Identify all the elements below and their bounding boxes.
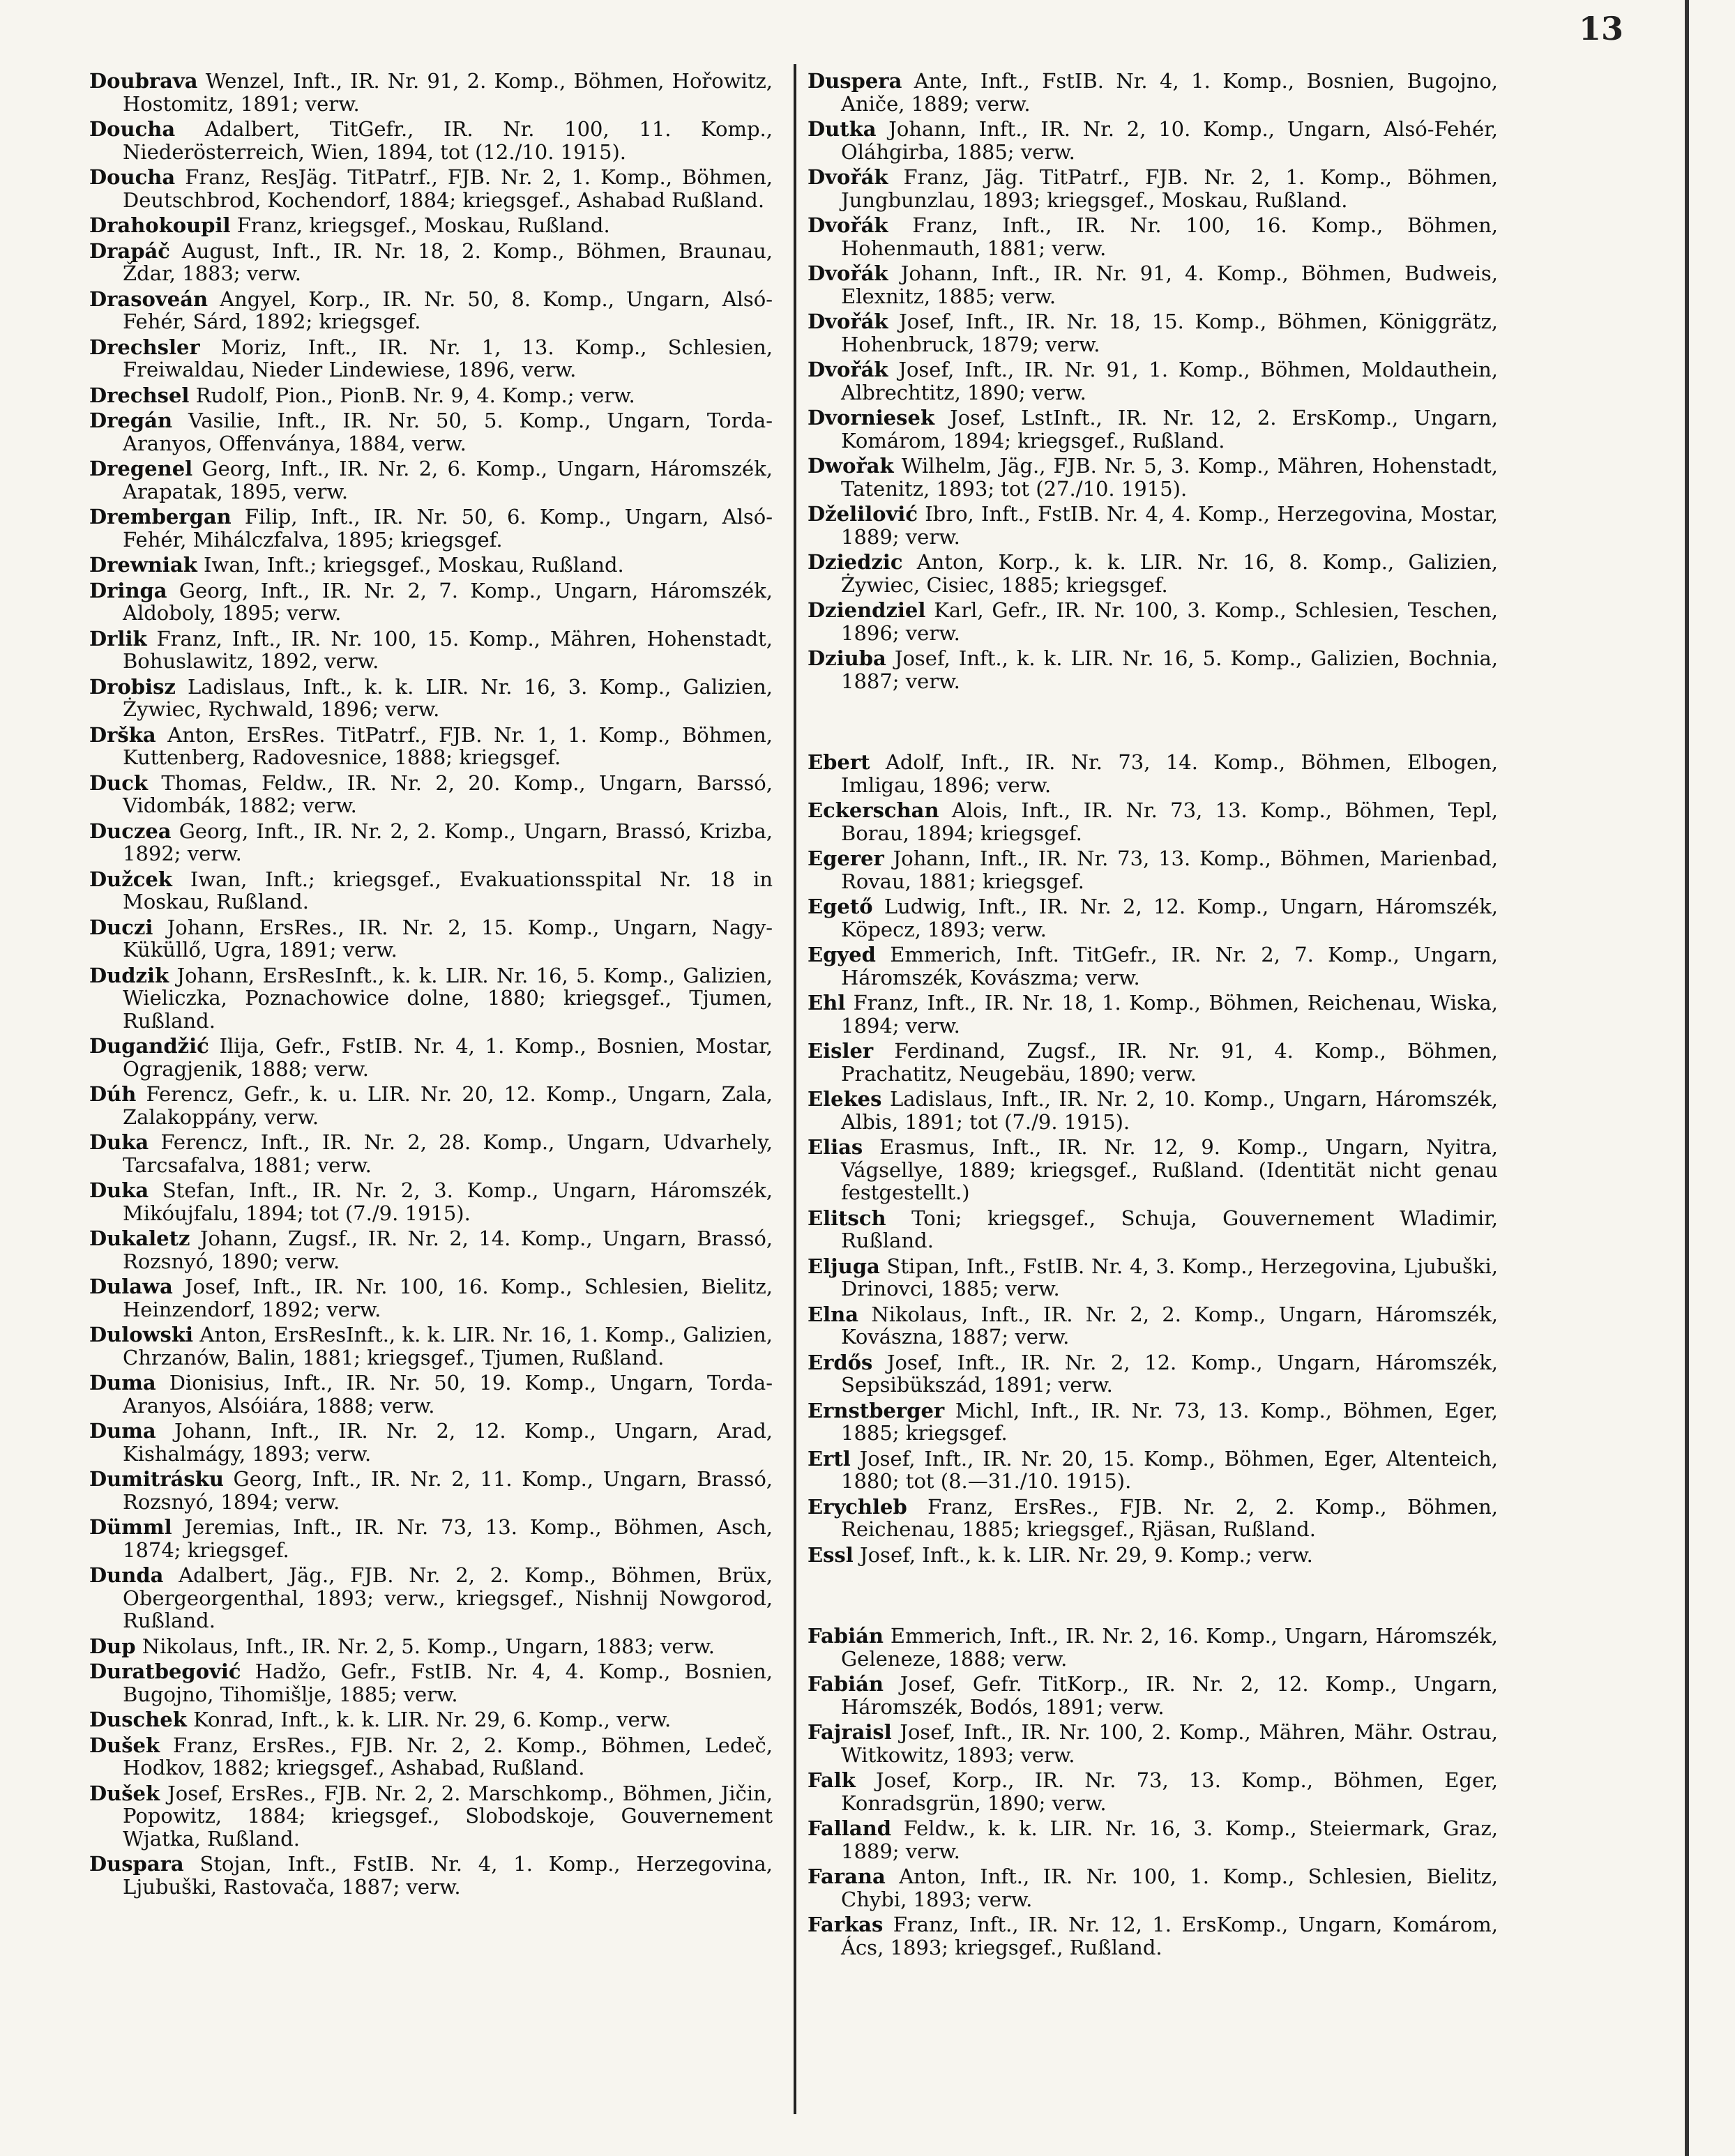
entry-surname: Dulawa [89,1275,173,1298]
entry-surname: Dvorniesek [808,406,935,430]
entry-surname: Dvořák [808,310,888,333]
entry-surname: Drewniak [89,553,197,577]
casualty-entry [808,166,1498,211]
entry-surname: Duck [89,770,148,795]
entry-surname: Duschek [89,1708,187,1731]
casualty-entry [89,579,773,625]
entry-surname: Dumitrásku [89,1467,224,1491]
casualty-entry [808,70,1498,115]
casualty-entry [808,1817,1498,1862]
entry-surname: Dulowski [89,1323,193,1346]
casualty-entry [89,820,773,865]
entry-details: Josef, Inft., IR. Nr. 20, 15. Komp., Böhmen, Eger, Altenteich, 1880; tot (8.—31./10. 1915). [841,1446,1498,1493]
entry-surname: Dušek [89,1733,160,1757]
casualty-entry [89,1035,773,1080]
entry-details: Josef, Gefr. TitKorp., IR. Nr. 2, 12. Komp., Ungarn, Háromszék, Bodós, 1891; verw. [841,1672,1499,1719]
entry-details: Franz, ErsRes., FJB. Nr. 2, 2. Komp., Böhmen, Reichenau, 1885; kriegsgef., Rjäsan, Rußland. [841,1494,1498,1541]
casualty-entry [808,214,1498,259]
entry-surname: Drška [89,722,156,747]
casualty-entry [89,772,773,817]
entry-details: Ludwig, Inft., IR. Nr. 2, 12. Komp., Ungarn, Háromszék, Köpecz, 1893; verw. [841,895,1499,941]
entry-details: Vasilie, Inft., IR. Nr. 50, 5. Komp., Ungarn, Torda-Aranyos, Offenványa, 1884, verw. [123,409,773,455]
casualty-entry [89,724,773,769]
entry-surname: Drechsler [89,335,200,359]
entry-surname: Dziedzic [808,550,903,574]
right-column [808,70,1498,1961]
casualty-entry [808,1255,1498,1300]
entry-details: Dionisius, Inft., IR. Nr. 50, 19. Komp., Ungarn, Torda-Aranyos, Alsóiára, 1888; verw. [123,1371,773,1418]
entry-details: Johann, Inft., IR. Nr. 2, 10. Komp., Ungarn, Alsó-Fehér, Oláhgirba, 1885; verw. [841,117,1499,164]
entry-surname: Eljuga [808,1254,880,1278]
entry-details: Adalbert, TitGefr., IR. Nr. 100, 11. Komp., Niederösterreich, Wien, 1894, tot (12./10. 1915). [123,117,773,164]
page-number: 13 [1578,10,1623,47]
entry-surname: Dušek [89,1781,160,1805]
entry-details: Franz, Inft., IR. Nr. 100, 16. Komp., Böhmen, Hohenmauth, 1881; verw. [841,213,1498,260]
entry-details: August, Inft., IR. Nr. 18, 2. Komp., Böhmen, Braunau, Ždar, 1883; verw. [123,238,773,285]
entry-surname: Dugandžić [89,1034,209,1058]
casualty-entry [808,847,1498,893]
entry-details: Jeremias, Inft., IR. Nr. 73, 13. Komp., Böhmen, Asch, 1874; kriegsgef. [123,1515,773,1562]
casualty-entry [89,1516,773,1561]
entry-surname: Drechsel [89,383,190,407]
casualty-entry [89,1323,773,1369]
entry-details: Adolf, Inft., IR. Nr. 73, 14. Komp., Böhmen, Elbogen, Imligau, 1896; verw. [841,750,1499,797]
entry-details: Iwan, Inft.; kriegsgef., Moskau, Rußland. [204,553,624,577]
casualty-entry [808,1865,1498,1911]
entry-surname: Farana [808,1865,886,1888]
casualty-entry [89,288,773,333]
entry-details: Franz, Jäg. TitPatrf., FJB. Nr. 2, 1. Komp., Böhmen, Jungbunzlau, 1893; kriegsgef., Moskau, Rußland. [841,165,1498,212]
casualty-entry [808,407,1498,452]
entry-surname: Drahokoupil [89,213,231,237]
entry-surname: Dunda [89,1563,164,1587]
casualty-entry [808,1721,1498,1766]
casualty-entry [89,1179,773,1224]
entry-surname: Dvořák [808,213,888,237]
casualty-entry [808,1544,1498,1567]
entry-details: Ladislaus, Inft., IR. Nr. 2, 10. Komp., Ungarn, Háromszék, Albis, 1891; tot (7./9. 1915). [841,1087,1498,1134]
entry-surname: Egető [808,895,873,918]
casualty-entry [89,676,773,721]
entry-details: Toni; kriegsgef., Schuja, Gouvernement Wladimir, Rußland. [841,1206,1498,1252]
entry-details: Thomas, Feldw., IR. Nr. 2, 20. Komp., Ungarn, Barssó, Vidombák, 1882; verw. [123,770,773,817]
entry-surname: Ehl [808,991,846,1015]
entry-details: Franz, Inft., IR. Nr. 18, 1. Komp., Böhmen, Reichenau, Wiska, 1894; verw. [841,991,1498,1038]
casualty-entry [89,1660,773,1706]
entry-surname: Dregenel [89,457,193,480]
entry-surname: Dvořák [808,261,888,285]
entry-details: Georg, Inft., IR. Nr. 2, 2. Komp., Ungarn, Brassó, Krizba, 1892; verw. [123,819,773,865]
casualty-entry [808,1625,1498,1670]
casualty-entry [89,1275,773,1321]
entry-surname: Dukaletz [89,1227,190,1250]
casualty-entry [89,214,773,237]
entry-details: Johann, Inft., IR. Nr. 91, 4. Komp., Böhmen, Budweis, Elexnitz, 1885; verw. [841,261,1498,308]
entry-details: Stefan, Inft., IR. Nr. 2, 3. Komp., Ungarn, Háromszék, Mikóujfalu, 1894; tot (7./9. 1915). [123,1178,773,1225]
casualty-entry [808,551,1498,596]
entry-details: Ladislaus, Inft., k. k. LIR. Nr. 16, 3. Komp., Galizien, Żywiec, Rychwald, 1896; verw. [123,674,773,721]
entry-surname: Elitsch [808,1206,886,1230]
entry-details: Filip, Inft., IR. Nr. 50, 6. Komp., Ungarn, Alsó-Fehér, Mihálczfalva, 1895; kriegsgef. [123,505,773,552]
casualty-entry [89,1227,773,1273]
casualty-entry [808,1136,1498,1204]
casualty-entry [808,943,1498,989]
entry-surname: Ertl [808,1446,851,1471]
entry-surname: Eckerschan [808,798,939,822]
entry-surname: Ebert [808,750,870,774]
entry-details: Josef, Inft., IR. Nr. 91, 1. Komp., Böhmen, Moldauthein, Albrechtitz, 1890; verw. [841,358,1498,404]
entry-details: Erasmus, Inft., IR. Nr. 12, 9. Komp., Ungarn, Nyitra, Vágsellye, 1889; kriegsgef., Rußland. (Identität nicht genau festgestellt.) [841,1135,1499,1204]
entry-details: Emmerich, Inft. TitGefr., IR. Nr. 2, 7. Komp., Ungarn, Háromszék, Kovászma; verw. [841,943,1499,989]
casualty-entry [89,70,773,115]
left-column [89,70,773,1901]
casualty-entry [89,506,773,551]
casualty-entry [808,1040,1498,1085]
casualty-entry [808,118,1498,163]
entry-surname: Dželilović [808,502,918,526]
entry-details: Nikolaus, Inft., IR. Nr. 2, 5. Komp., Ungarn, 1883; verw. [142,1634,715,1658]
entry-details: Emmerich, Inft., IR. Nr. 2, 16. Komp., Ungarn, Háromszék, Geleneze, 1888; verw. [841,1624,1499,1671]
entry-details: Josef, ErsRes., FJB. Nr. 2, 2. Marschkomp., Böhmen, Jičin, Popowitz, 1884; kriegsgef., Slobodskoje, Gouvernement Wjatka, Rußland. [123,1781,773,1851]
entry-surname: Erychleb [808,1494,907,1519]
casualty-entry [808,751,1498,796]
entry-details: Anton, ErsRes. TitPatrf., FJB. Nr. 1, 1. Komp., Böhmen, Kuttenberg, Radovesnice, 1888; kriegsgef. [123,722,773,769]
entry-details: Ante, Inft., FstIB. Nr. 4, 1. Komp., Bosnien, Bugojno, Aniče, 1889; verw. [841,69,1498,116]
casualty-entry [89,166,773,211]
casualty-entry [89,1083,773,1128]
entry-surname: Dup [89,1634,136,1658]
entry-details: Johann, Inft., IR. Nr. 73, 13. Komp., Böhmen, Marienbad, Rovau, 1881; kriegsgef. [841,847,1499,893]
entry-surname: Dutka [808,117,877,141]
casualty-entry [89,1853,773,1898]
entry-details: Josef, Inft., IR. Nr. 2, 12. Komp., Ungarn, Háromszék, Sepsibükszád, 1891; verw. [841,1350,1498,1397]
entry-details: Anton, Korp., k. k. LIR. Nr. 16, 8. Komp., Galizien, Żywiec, Cisiec, 1885; kriegsgef. [841,550,1499,597]
entry-surname: Dvořák [808,165,888,189]
entry-surname: Duspara [89,1852,184,1876]
page-edge [1685,0,1689,2156]
entry-details: Hadžo, Gefr., FstIB. Nr. 4, 4. Komp., Bosnien, Bugojno, Tihomišlje, 1885; verw. [123,1660,773,1706]
entry-surname: Dudzik [89,963,169,987]
entry-details: Ferdinand, Zugsf., IR. Nr. 91, 4. Komp., Böhmen, Prachatitz, Neugebäu, 1890; verw. [841,1039,1499,1086]
entry-details: Ibro, Inft., FstIB. Nr. 4, 4. Komp., Herzegovina, Mostar, 1889; verw. [841,502,1499,549]
entry-surname: Essl [808,1542,854,1567]
casualty-entry [808,310,1498,356]
entry-surname: Dvořák [808,358,888,381]
entry-surname: Dziuba [808,646,886,670]
casualty-entry [808,1448,1498,1493]
entry-details: Stojan, Inft., FstIB. Nr. 4, 1. Komp., Herzegovina, Ljubuški, Rastovača, 1887; verw. [123,1852,773,1899]
entry-surname: Dužcek [89,867,172,891]
entry-surname: Egerer [808,847,884,870]
entry-details: Iwan, Inft.; kriegsgef., Evakuationsspital Nr. 18 in Moskau, Rußland. [123,867,773,913]
entry-surname: Duczea [89,819,172,843]
entry-surname: Falland [808,1816,891,1840]
casualty-entry [89,554,773,577]
entry-details: Angyel, Korp., IR. Nr. 50, 8. Komp., Ungarn, Alsó-Fehér, Sárd, 1892; kriegsgef. [123,287,773,333]
entry-details: Franz, kriegsgef., Moskau, Rußland. [236,213,610,237]
casualty-entry [808,1913,1498,1959]
casualty-entry [89,384,773,407]
section-gap [808,1569,1498,1625]
entry-details: Josef, Korp., IR. Nr. 73, 13. Komp., Böhmen, Eger, Konradsgrün, 1890; verw. [841,1768,1498,1815]
entry-surname: Dúh [89,1082,137,1106]
casualty-entry [89,1564,773,1632]
entry-details: Franz, Inft., IR. Nr. 100, 15. Komp., Mähren, Hohenstadt, Bohuslawitz, 1892, verw. [123,626,773,673]
entry-details: Ferencz, Gefr., k. u. LIR. Nr. 20, 12. Komp., Ungarn, Zala, Zalakoppány, verw. [123,1082,773,1129]
casualty-entry [89,868,773,913]
casualty-entry [89,240,773,285]
casualty-entry [89,1468,773,1513]
casualty-entry [808,262,1498,308]
entry-details: Franz, Inft., IR. Nr. 12, 1. ErsKomp., Ungarn, Komárom, Ács, 1893; kriegsgef., Rußland. [841,1913,1498,1959]
casualty-entry [89,1734,773,1779]
entry-surname: Drlik [89,626,147,651]
entry-details: Josef, Inft., k. k. LIR. Nr. 16, 5. Komp., Galizien, Bochnia, 1887; verw. [841,646,1498,693]
casualty-entry [808,599,1498,644]
entry-details: Michl, Inft., IR. Nr. 73, 13. Komp., Böhmen, Eger, 1885; kriegsgef. [841,1398,1499,1445]
entry-surname: Duka [89,1130,149,1154]
casualty-entry [808,503,1498,548]
casualty-entry [808,799,1498,844]
entry-surname: Falk [808,1768,856,1792]
entry-surname: Drembergan [89,505,232,529]
casualty-entry [808,1303,1498,1349]
entry-details: Alois, Inft., IR. Nr. 73, 13. Komp., Böhmen, Tepl, Borau, 1894; kriegsgef. [841,798,1499,845]
entry-details: Johann, ErsResInft., k. k. LIR. Nr. 16, 5. Komp., Galizien, Wieliczka, Poznachowice dolne, 1880; kriegsgef., Tjumen, Rußland. [123,963,773,1033]
entry-surname: Duma [89,1419,156,1443]
entry-details: Josef, Inft., k. k. LIR. Nr. 29, 9. Komp.; verw. [860,1542,1313,1567]
casualty-entry [808,1207,1498,1252]
entry-details: Adalbert, Jäg., FJB. Nr. 2, 2. Komp., Böhmen, Brüx, Obergeorgenthal, 1893; verw., kriegsgef., Nishnij Nowgorod, Rußland. [123,1563,773,1632]
entry-surname: Doubrava [89,69,198,93]
entry-surname: Elna [808,1302,858,1326]
entry-details: Ilija, Gefr., FstIB. Nr. 4, 1. Komp., Bosnien, Mostar, Ogragjenik, 1888; verw. [123,1034,773,1081]
entry-details: Wenzel, Inft., IR. Nr. 91, 2. Komp., Böhmen, Hořowitz, Hostomitz, 1891; verw. [123,69,773,116]
entry-surname: Egyed [808,943,876,966]
entry-details: Konrad, Inft., k. k. LIR. Nr. 29, 6. Komp., verw. [193,1708,672,1731]
casualty-entry [808,895,1498,941]
entry-details: Georg, Inft., IR. Nr. 2, 6. Komp., Ungarn, Háromszék, Arapatak, 1895, verw. [123,457,773,503]
entry-details: Josef, Inft., IR. Nr. 18, 15. Komp., Böhmen, Königgrätz, Hohenbruck, 1879; verw. [841,310,1498,356]
entry-details: Moriz, Inft., IR. Nr. 1, 13. Komp., Schlesien, Freiwaldau, Nieder Lindewiese, 1896, verw. [123,335,773,381]
entry-surname: Drobisz [89,674,176,699]
entry-details: Franz, ErsRes., FJB. Nr. 2, 2. Komp., Böhmen, Ledeč, Hodkov, 1882; kriegsgef., Ashabad, Rußland. [123,1733,773,1779]
entry-details: Josef, LstInft., IR. Nr. 12, 2. ErsKomp., Ungarn, Komárom, 1894; kriegsgef., Rußland. [841,406,1498,453]
casualty-entry [89,1782,773,1851]
entry-details: Feldw., k. k. LIR. Nr. 16, 3. Komp., Steiermark, Graz, 1889; verw. [841,1816,1499,1863]
column-divider [794,64,796,2114]
entry-details: Wilhelm, Jäg., FJB. Nr. 5, 3. Komp., Mähren, Hohenstadt, Tatenitz, 1893; tot (27./10. 1915). [841,454,1498,501]
casualty-entry [89,1708,773,1731]
entry-surname: Eisler [808,1039,874,1063]
entry-details: Johann, ErsRes., IR. Nr. 2, 15. Komp., Ungarn, Nagy-Küküllő, Ugra, 1891; verw. [123,915,773,962]
entry-details: Nikolaus, Inft., IR. Nr. 2, 2. Komp., Ungarn, Háromszék, Kovászna, 1887; verw. [841,1302,1498,1349]
entry-surname: Dringa [89,578,167,602]
entry-surname: Drapáč [89,238,170,263]
entry-details: Josef, Inft., IR. Nr. 100, 16. Komp., Schlesien, Bielitz, Heinzendorf, 1892; verw. [123,1275,773,1321]
entry-details: Karl, Gefr., IR. Nr. 100, 3. Komp., Schlesien, Teschen, 1896; verw. [841,598,1498,645]
casualty-entry [808,647,1498,692]
entry-surname: Duma [89,1371,156,1395]
entry-surname: Elias [808,1135,863,1159]
entry-surname: Dregán [89,409,173,432]
casualty-entry [89,1372,773,1417]
entry-surname: Fabián [808,1624,884,1648]
entry-surname: Duka [89,1178,149,1202]
entry-surname: Doucha [89,117,176,141]
casualty-entry [89,628,773,673]
entry-surname: Doucha [89,165,176,189]
entry-surname: Fabián [808,1672,884,1696]
casualty-entry [89,1420,773,1465]
casualty-entry [808,1399,1498,1445]
entry-surname: Dziendziel [808,598,926,622]
entry-details: Rudolf, Pion., PionB. Nr. 9, 4. Komp.; verw. [195,383,635,407]
entry-details: Johann, Zugsf., IR. Nr. 2, 14. Komp., Ungarn, Brassó, Rozsnyó, 1890; verw. [123,1227,773,1273]
entry-details: Josef, Inft., IR. Nr. 100, 2. Komp., Mähren, Mähr. Ostrau, Witkowitz, 1893; verw. [841,1720,1499,1767]
entry-details: Franz, ResJäg. TitPatrf., FJB. Nr. 2, 1. Komp., Böhmen, Deutschbrod, Kochendorf, 1884; kriegsgef., Ashabad Rußland. [123,165,773,212]
casualty-entry [89,1131,773,1176]
entry-surname: Duspera [808,69,902,93]
casualty-entry [808,1496,1498,1541]
casualty-entry [89,916,773,962]
entry-details: Anton, ErsResInft., k. k. LIR. Nr. 16, 1. Komp., Galizien, Chrzanów, Balin, 1881; kriegsgef., Tjumen, Rußland. [123,1323,773,1369]
entry-surname: Drasoveán [89,287,209,311]
casualty-entry [808,358,1498,404]
casualty-entry [808,1088,1498,1133]
entry-details: Johann, Inft., IR. Nr. 2, 12. Komp., Ungarn, Arad, Kishalmágy, 1893; verw. [123,1419,773,1466]
casualty-entry [89,409,773,455]
entry-surname: Fajraisl [808,1720,892,1744]
entry-details: Georg, Inft., IR. Nr. 2, 11. Komp., Ungarn, Brassó, Rozsnyó, 1894; verw. [123,1467,773,1514]
entry-surname: Dümml [89,1515,172,1539]
casualty-entry [89,1635,773,1658]
entry-surname: Dwořak [808,454,894,478]
entry-surname: Erdős [808,1350,873,1374]
entry-surname: Duratbegović [89,1660,241,1683]
casualty-entry [89,336,773,381]
entry-details: Georg, Inft., IR. Nr. 2, 7. Komp., Ungarn, Háromszék, Aldoboly, 1895; verw. [123,578,773,625]
casualty-entry [808,992,1498,1037]
casualty-entry [808,1769,1498,1814]
casualty-entry [89,457,773,503]
entry-details: Anton, Inft., IR. Nr. 100, 1. Komp., Schlesien, Bielitz, Chybi, 1893; verw. [841,1865,1498,1911]
entry-surname: Farkas [808,1913,884,1936]
casualty-entry [89,118,773,163]
entry-details: Stipan, Inft., FstIB. Nr. 4, 3. Komp., Herzegovina, Ljubuški, Drinovci, 1885; verw. [841,1254,1498,1300]
entry-surname: Elekes [808,1087,882,1111]
casualty-entry [808,1351,1498,1397]
entry-surname: Ernstberger [808,1398,945,1422]
casualty-entry [808,1673,1498,1718]
casualty-entry [808,455,1498,500]
casualty-entry [89,964,773,1033]
section-gap [808,695,1498,751]
entry-surname: Duczi [89,915,153,939]
entry-details: Ferencz, Inft., IR. Nr. 2, 28. Komp., Ungarn, Udvarhely, Tarcsafalva, 1881; verw. [123,1130,773,1177]
